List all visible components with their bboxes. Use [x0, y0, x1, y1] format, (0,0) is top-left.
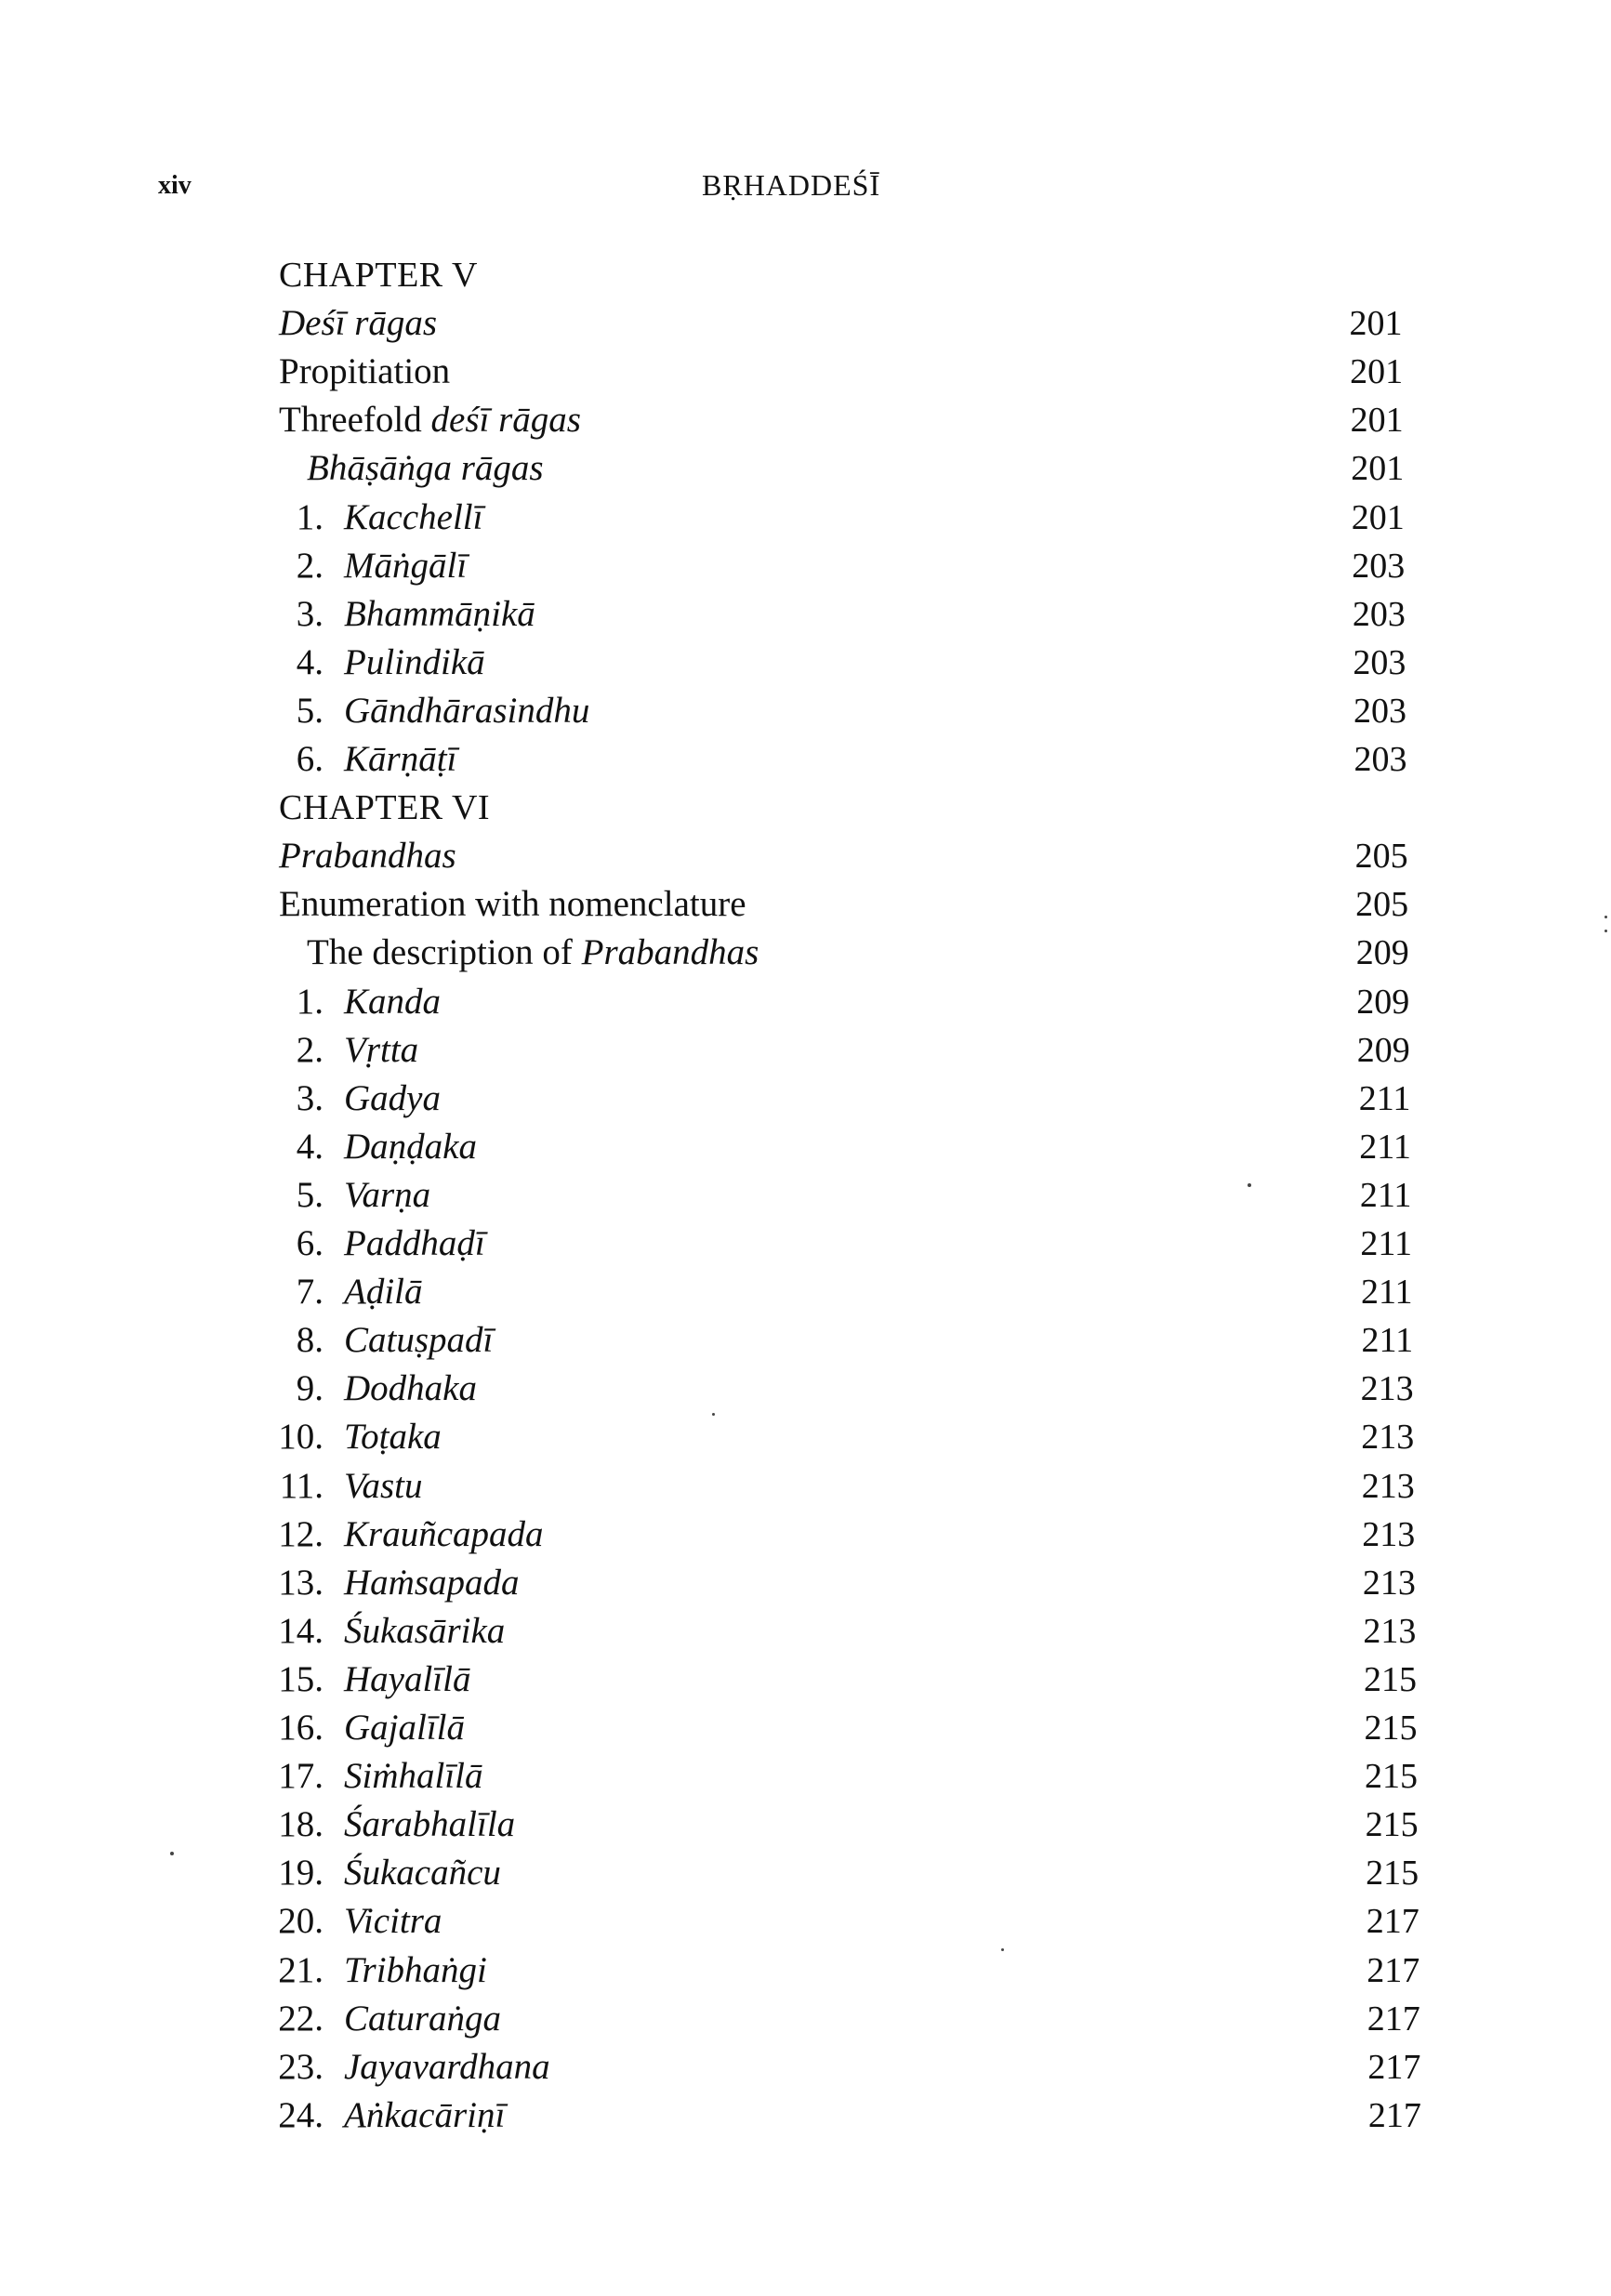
toc-entry	[279, 396, 581, 444]
toc-item	[251, 2091, 505, 2140]
item-number: 13.	[278, 1562, 324, 1603]
toc-entry	[279, 299, 437, 348]
toc-item	[251, 687, 589, 735]
item-name: Hayalīlā	[344, 1658, 471, 1699]
toc-item	[251, 1607, 505, 1656]
item-number: 2.	[296, 545, 324, 586]
page-reference: 211	[1359, 1175, 1412, 1215]
toc-entry	[279, 832, 456, 880]
toc-item	[251, 1995, 501, 2043]
print-speck	[1604, 930, 1607, 932]
entry-text-italic: Prabandhas	[581, 932, 759, 973]
item-number: 8.	[296, 1320, 324, 1361]
item-number: 5.	[296, 1174, 324, 1215]
item-number: 1.	[296, 496, 324, 537]
page-reference: 217	[1367, 2095, 1421, 2135]
page-reference: 217	[1367, 1999, 1420, 2039]
page-reference: 211	[1360, 1273, 1413, 1313]
print-speck	[1001, 1948, 1004, 1951]
page-reference: 217	[1367, 1950, 1420, 1990]
item-name: Jayavardhana	[344, 2046, 550, 2087]
page-reference: 211	[1361, 1321, 1414, 1361]
page-reference: 215	[1363, 1659, 1417, 1699]
item-number: 4.	[296, 641, 324, 682]
item-number: 3.	[296, 1077, 324, 1118]
item-name: Vicitra	[344, 1901, 442, 1942]
item-name: Aṅkacāriṇī	[344, 2094, 506, 2135]
item-name: Caturaṅga	[344, 1998, 502, 2039]
toc-item	[251, 1075, 441, 1123]
page-reference: 213	[1363, 1611, 1417, 1651]
page-reference: 209	[1355, 933, 1409, 973]
item-number: 3.	[296, 593, 324, 634]
item-number: 21.	[278, 1949, 324, 1990]
item-number: 10.	[278, 1417, 324, 1458]
toc-item	[251, 590, 535, 639]
entry-text: Prabandhas	[279, 836, 456, 877]
item-name: Varṇa	[344, 1174, 431, 1215]
toc-item	[251, 1123, 477, 1171]
toc-item	[251, 494, 482, 542]
toc-item	[251, 1171, 430, 1220]
page-reference: 217	[1366, 1902, 1420, 1942]
item-number: 1.	[296, 981, 324, 1022]
toc-item	[251, 1752, 483, 1801]
chapter-heading: CHAPTER VI	[279, 788, 491, 828]
page-reference: 201	[1350, 352, 1404, 392]
page-reference: 203	[1352, 546, 1406, 586]
item-name: Vastu	[344, 1465, 423, 1506]
toc-item	[251, 1220, 485, 1268]
entry-text: Threefold	[279, 400, 431, 441]
item-number: 18.	[278, 1804, 324, 1845]
item-name: Paddhaḍī	[344, 1223, 485, 1263]
toc-item	[251, 978, 441, 1026]
item-number: 7.	[296, 1272, 324, 1313]
item-number: 11.	[279, 1465, 324, 1506]
item-name: Kārṇāṭī	[344, 739, 457, 779]
item-number: 6.	[296, 739, 324, 779]
entry-text: The description of	[307, 932, 582, 973]
page-reference: 215	[1365, 1757, 1419, 1797]
toc-item	[251, 2043, 550, 2091]
toc-item	[251, 1268, 423, 1316]
item-name: Aḍilā	[344, 1272, 423, 1313]
page-reference: 211	[1360, 1224, 1412, 1263]
item-number: 12.	[278, 1513, 324, 1554]
page-reference: 205	[1355, 885, 1409, 925]
page-reference: 203	[1354, 740, 1407, 779]
item-number: 20.	[278, 1901, 324, 1942]
page-reference: 205	[1354, 837, 1408, 877]
entry-text: Deśī rāgas	[279, 303, 438, 344]
toc-item	[251, 1946, 487, 1995]
item-name: Catuṣpadī	[344, 1320, 494, 1361]
entry-text-italic: deśī rāgas	[430, 400, 581, 441]
page-reference: 209	[1356, 982, 1410, 1022]
chapter-heading-line	[279, 251, 478, 299]
entry-text: Propitiation	[279, 351, 451, 392]
item-number: 17.	[278, 1756, 324, 1797]
toc-entry	[279, 348, 450, 396]
print-speck	[1604, 916, 1607, 918]
item-name: Śarabhalīla	[344, 1804, 516, 1845]
toc-item	[251, 1316, 493, 1365]
item-number: 19.	[278, 1853, 324, 1894]
entry-text: Enumeration with nomenclature	[279, 884, 746, 925]
page-reference: 213	[1360, 1369, 1414, 1409]
item-name: Bhammāṇikā	[344, 593, 535, 634]
item-name: Kacchellī	[344, 496, 483, 537]
item-name: Gajalīlā	[344, 1708, 466, 1748]
toc-entry	[279, 880, 746, 929]
page-reference: 211	[1358, 1078, 1411, 1118]
item-number: 2.	[296, 1029, 324, 1070]
item-name: Kanda	[344, 981, 442, 1022]
toc-item	[251, 1026, 418, 1075]
page-reference: 211	[1359, 1127, 1411, 1167]
item-name: Pulindikā	[344, 641, 485, 682]
item-number: 14.	[278, 1610, 324, 1651]
item-number: 5.	[296, 690, 324, 731]
toc-item	[251, 1849, 501, 1897]
item-number: 9.	[296, 1368, 324, 1409]
toc-item	[251, 542, 467, 590]
toc-item	[251, 1801, 515, 1849]
page-reference: 201	[1351, 497, 1405, 537]
item-name: Toṭaka	[344, 1417, 442, 1458]
toc-item	[251, 1656, 470, 1704]
toc-item	[251, 1462, 423, 1511]
toc-item	[251, 1365, 477, 1413]
toc-item	[251, 1511, 544, 1559]
item-name: Dodhaka	[344, 1368, 477, 1409]
chapter-heading-line	[279, 784, 490, 832]
page-reference: 203	[1353, 642, 1406, 682]
page-reference: 213	[1362, 1563, 1416, 1603]
print-speck	[170, 1852, 174, 1855]
page-number: xiv	[158, 171, 191, 200]
toc-item	[251, 1704, 465, 1752]
chapter-heading: CHAPTER V	[279, 256, 478, 295]
item-name: Krauñcapada	[344, 1513, 544, 1554]
page-reference: 201	[1350, 401, 1404, 441]
page-reference: 201	[1349, 304, 1403, 344]
print-speck	[1248, 1183, 1251, 1187]
item-number: 22.	[278, 1998, 324, 2039]
print-speck	[712, 1413, 715, 1416]
running-title: BṚHADDEŚĪ	[702, 168, 881, 202]
page-reference: 209	[1356, 1030, 1410, 1070]
item-number: 24.	[278, 2094, 324, 2135]
item-number: 15.	[278, 1658, 324, 1699]
toc-item	[251, 1897, 442, 1946]
entry-text: Bhāṣāṅga rāgas	[307, 448, 544, 489]
item-number: 6.	[296, 1223, 324, 1263]
page-reference: 203	[1352, 594, 1406, 634]
page-reference: 201	[1351, 449, 1405, 489]
page-reference: 203	[1353, 691, 1406, 731]
page-reference: 213	[1362, 1514, 1416, 1554]
toc-item	[251, 735, 456, 784]
page-reference: 213	[1361, 1418, 1415, 1458]
page-reference: 215	[1364, 1709, 1418, 1748]
item-name: Gadya	[344, 1077, 441, 1118]
item-name: Śukasārika	[344, 1610, 506, 1651]
item-name: Gāndhārasindhu	[344, 690, 590, 731]
item-number: 16.	[278, 1708, 324, 1748]
item-number: 4.	[296, 1126, 324, 1167]
page-reference: 215	[1365, 1805, 1419, 1845]
item-name: Vṛtta	[344, 1029, 419, 1070]
page-reference: 217	[1367, 2047, 1421, 2087]
item-name: Tribhaṅgi	[344, 1949, 487, 1990]
toc-entry	[307, 929, 759, 977]
toc-item	[251, 1413, 442, 1461]
item-number: 23.	[278, 2046, 324, 2087]
item-name: Māṅgālī	[344, 545, 468, 586]
item-name: Śukacañcu	[344, 1853, 501, 1894]
page-reference: 215	[1366, 1854, 1420, 1894]
page-reference: 213	[1361, 1466, 1415, 1506]
toc-item	[251, 1559, 520, 1607]
item-name: Haṁsapada	[344, 1562, 520, 1603]
toc-item	[251, 639, 485, 687]
toc-entry	[307, 444, 544, 493]
item-name: Daṇḍaka	[344, 1126, 477, 1167]
item-name: Siṁhalīlā	[344, 1756, 483, 1797]
